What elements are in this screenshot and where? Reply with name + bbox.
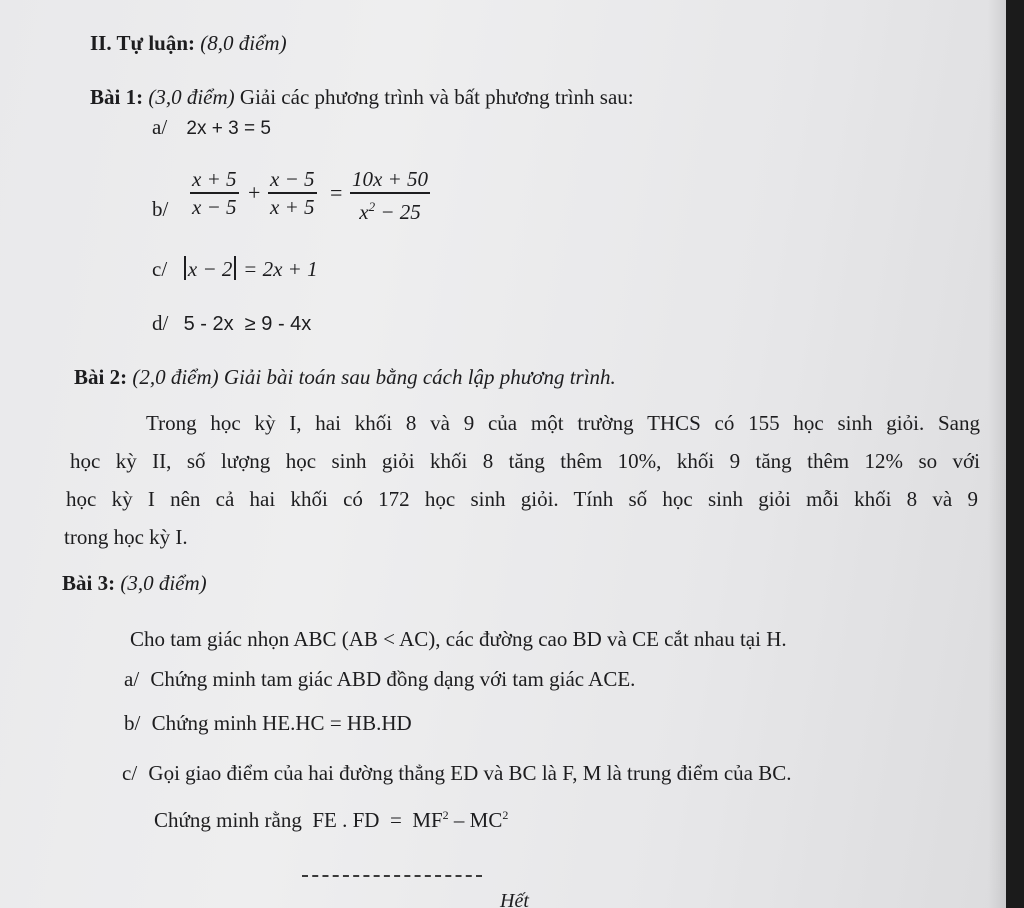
bai2-line-1: Trong học kỳ I, hai khối 8 và 9 của một trường THCS có 155 học sinh giỏi. Sang (146, 411, 980, 435)
bai2-line-4: trong học kỳ I. (64, 525, 188, 549)
bai2-line-3: học kỳ I nên cả hai khối có 172 học sinh giỏi. Tính số học sinh giỏi mỗi khối 8 và 9 (66, 487, 978, 511)
bai3-c-exp2: 2 (502, 808, 509, 822)
bai3-c-proof-prefix: Chứng minh rằng FE . FD = MF (154, 808, 443, 832)
bai3-c-proof (154, 802, 508, 833)
section-points: (8,0 điểm) (200, 31, 287, 55)
bai3-points: (3,0 điểm) (120, 571, 207, 595)
bai1-d-label: d/ (152, 311, 169, 335)
bai3-part-c (122, 760, 792, 786)
fraction-3 (350, 166, 430, 225)
section-title: II. Tự luận: (90, 31, 196, 55)
bai2-label: Bài 2: (74, 365, 128, 389)
bai1-a-expr: 2x + 3 = 5 (186, 118, 271, 139)
bai3-c-exp1: 2 (442, 808, 449, 822)
bai1-b-label: b/ (152, 197, 169, 221)
bai3-label: Bài 3: (62, 571, 116, 595)
fraction-3-denominator (350, 194, 430, 225)
bai3-part-a (124, 666, 635, 692)
bai3-intro: Cho tam giác nhọn ABC (AB < AC), các đường cao BD và CE cắt nhau tại H. (130, 627, 787, 651)
fraction-3-den-exponent: 2 (368, 198, 376, 214)
bai1-part-a (152, 114, 271, 142)
bai1-d-expr: 5 - 2x ≥ 9 - 4x (183, 313, 312, 335)
plus-sign: + (248, 180, 261, 205)
footer-dotted-line (302, 875, 482, 877)
bai3-c-text: Gọi giao điểm của hai đường thẳng ED và BC là F, M là trung điểm của BC. (148, 761, 792, 785)
bai1-part-c (152, 256, 318, 282)
bai1-c-label: c/ (152, 257, 168, 281)
bai1-points: (3,0 điểm) (148, 85, 235, 109)
equals-sign: = (330, 180, 343, 205)
abs-bar-right (234, 256, 236, 280)
fraction-2-numerator: x − 5 (270, 167, 315, 191)
bai3-b-text: Chứng minh HE.HC = HB.HD (151, 711, 412, 735)
bai1-part-d (152, 310, 311, 337)
bai1-label: Bài 1: (90, 85, 144, 109)
absolute-value-expr (182, 257, 238, 281)
abs-bar-left (184, 256, 186, 280)
bai1-a-label: a/ (152, 115, 168, 139)
bai1-prompt: Giải các phương trình và bất phương trình sau: (239, 85, 634, 109)
bai3-b-label: b/ (124, 711, 141, 735)
fraction-3-numerator: 10x + 50 (352, 167, 428, 191)
bai1-heading (90, 84, 634, 110)
bai2-points: (2,0 điểm) (132, 365, 219, 389)
bai3-a-label: a/ (124, 667, 140, 691)
bai3-c-label: c/ (122, 761, 138, 785)
end-marker: Hết (500, 890, 529, 908)
bai3-part-b (124, 710, 412, 736)
fraction-3-den-rest: − 25 (375, 199, 421, 224)
fraction-3-den-base: x (359, 199, 369, 224)
bai2-heading (74, 364, 616, 390)
fraction-1-numerator: x + 5 (192, 167, 237, 191)
bai3-c-minus: – MC (448, 808, 503, 832)
bai1-c-abs-inner: x − 2 (187, 257, 233, 281)
fraction-1 (190, 166, 239, 220)
section-heading (90, 30, 287, 56)
fraction-2 (268, 166, 317, 220)
bai3-heading (62, 570, 207, 596)
bai1-c-rest: = 2x + 1 (243, 257, 318, 281)
bai2-prompt: Giải bài toán sau bằng cách lập phương trình. (223, 365, 616, 389)
fraction-2-denominator: x + 5 (270, 194, 315, 219)
fraction-1-denominator: x − 5 (192, 194, 237, 219)
bai3-a-text: Chứng minh tam giác ABD đồng dạng với tam giác ACE. (150, 667, 636, 691)
bai2-line-2: học kỳ II, số lượng học sinh giỏi khối 8 tăng thêm 10%, khối 9 tăng thêm 12% so với (70, 449, 980, 473)
page-edge-shadow (988, 0, 1006, 908)
